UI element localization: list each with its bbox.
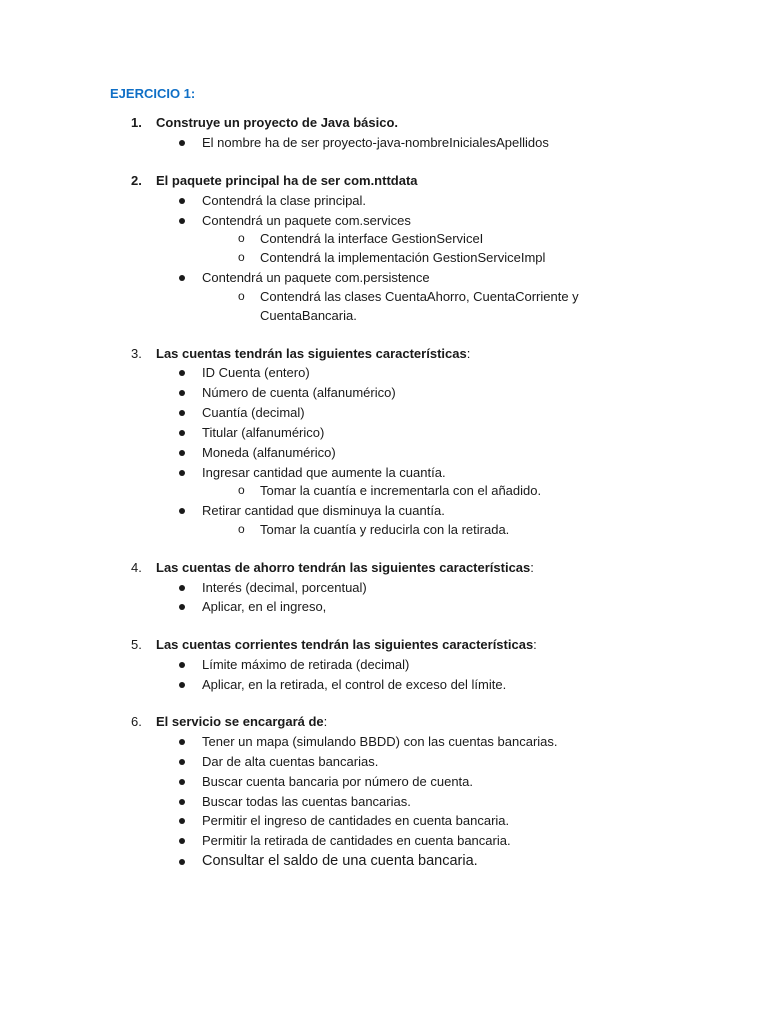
list-item: Dar de alta cuentas bancarias.: [202, 754, 379, 769]
list-item: Aplicar, en la retirada, el control de exceso del límite.: [202, 677, 507, 692]
section-number: 5.: [131, 637, 142, 652]
section-number: 2.: [131, 173, 142, 188]
circle-bullet-icon: o: [238, 522, 245, 536]
list-item: Consultar el saldo de una cuenta bancaria.: [202, 853, 478, 869]
list-item: Moneda (alfanumérico): [202, 445, 336, 460]
sub-list-item: Contendrá la implementación GestionServiceImpl: [260, 250, 546, 265]
section-title: [156, 560, 534, 575]
bullet-icon: [179, 739, 185, 745]
sub-list-item: Tomar la cuantía e incrementarla con el añadido.: [260, 483, 542, 498]
section-title: [156, 637, 537, 652]
sub-list-item: Contendrá las clases CuentaAhorro, CuentaCorriente y CuentaBancaria.: [260, 289, 579, 323]
section-number: 6.: [131, 714, 142, 729]
list-item: Cuantía (decimal): [202, 405, 305, 420]
bullet-icon: [179, 585, 185, 591]
bullet-icon: [179, 759, 185, 765]
bullet-icon: [179, 410, 185, 416]
sub-list-item: Tomar la cuantía y reducirla con la retirada.: [260, 522, 510, 537]
bullet-icon: [179, 140, 185, 146]
section-title: [156, 346, 470, 361]
list-item: Ingresar cantidad que aumente la cuantía.: [202, 465, 446, 480]
list-item: Titular (alfanumérico): [202, 425, 325, 440]
list-item: Límite máximo de retirada (decimal): [202, 657, 410, 672]
section-title: [156, 714, 327, 729]
circle-bullet-icon: o: [238, 250, 245, 264]
list-item: Permitir el ingreso de cantidades en cuenta bancaria.: [202, 813, 510, 828]
bullet-icon: [179, 450, 185, 456]
bullet-icon: [179, 859, 185, 865]
section-title-rest: :: [323, 714, 328, 729]
bullet-icon: [179, 799, 185, 805]
list-item: Buscar todas las cuentas bancarias.: [202, 794, 411, 809]
bullet-icon: [179, 430, 185, 436]
circle-bullet-icon: o: [238, 483, 245, 497]
bullet-icon: [179, 275, 185, 281]
sub-list-item: Contendrá la interface GestionServiceI: [260, 231, 484, 246]
list-item: Contendrá un paquete com.persistence: [202, 270, 430, 285]
bullet-icon: [179, 218, 185, 224]
section-number: 1.: [131, 115, 142, 130]
section-title-bold: El servicio se encargará de: [156, 714, 324, 729]
list-item: Aplicar, en el ingreso,: [202, 599, 327, 614]
list-item: Retirar cantidad que disminuya la cuantía.: [202, 503, 445, 518]
section-title-bold: El paquete principal ha de ser com.nttdata: [156, 173, 418, 188]
circle-bullet-icon: o: [238, 289, 245, 303]
bullet-icon: [179, 508, 185, 514]
bullet-icon: [179, 390, 185, 396]
list-item: Buscar cuenta bancaria por número de cuenta.: [202, 774, 474, 789]
section-title-bold: Las cuentas corrientes tendrán las siguientes características: [156, 637, 534, 652]
bullet-icon: [179, 604, 185, 610]
bullet-icon: [179, 779, 185, 785]
list-item: Interés (decimal, porcentual): [202, 580, 367, 595]
section-number: 4.: [131, 560, 142, 575]
bullet-icon: [179, 198, 185, 204]
circle-bullet-icon: o: [238, 231, 245, 245]
list-item: ID Cuenta (entero): [202, 365, 310, 380]
section-title: [156, 115, 398, 130]
section-title-rest: :: [466, 346, 471, 361]
bullet-icon: [179, 662, 185, 668]
exercise-heading: EJERCICIO 1:: [110, 86, 196, 101]
bullet-icon: [179, 682, 185, 688]
bullet-icon: [179, 470, 185, 476]
section-title-bold: Construye un proyecto de Java básico.: [156, 115, 399, 130]
section-title-rest: :: [530, 560, 534, 575]
list-item: Contendrá un paquete com.services: [202, 213, 411, 228]
section-title-rest: :: [533, 637, 537, 652]
list-item: Permitir la retirada de cantidades en cuenta bancaria.: [202, 833, 511, 848]
bullet-icon: [179, 838, 185, 844]
section-number: 3.: [131, 346, 142, 361]
list-item: Tener un mapa (simulando BBDD) con las cuentas bancarias.: [202, 734, 558, 749]
list-item: Número de cuenta (alfanumérico): [202, 385, 396, 400]
section-title: [156, 173, 418, 188]
section-title-bold: Las cuentas de ahorro tendrán las siguientes características: [156, 560, 531, 575]
section-title-bold: Las cuentas tendrán las siguientes características: [156, 346, 467, 361]
list-item: Contendrá la clase principal.: [202, 193, 367, 208]
bullet-icon: [179, 370, 185, 376]
list-item: El nombre ha de ser proyecto-java-nombreInicialesApellidos: [202, 135, 549, 150]
bullet-icon: [179, 818, 185, 824]
